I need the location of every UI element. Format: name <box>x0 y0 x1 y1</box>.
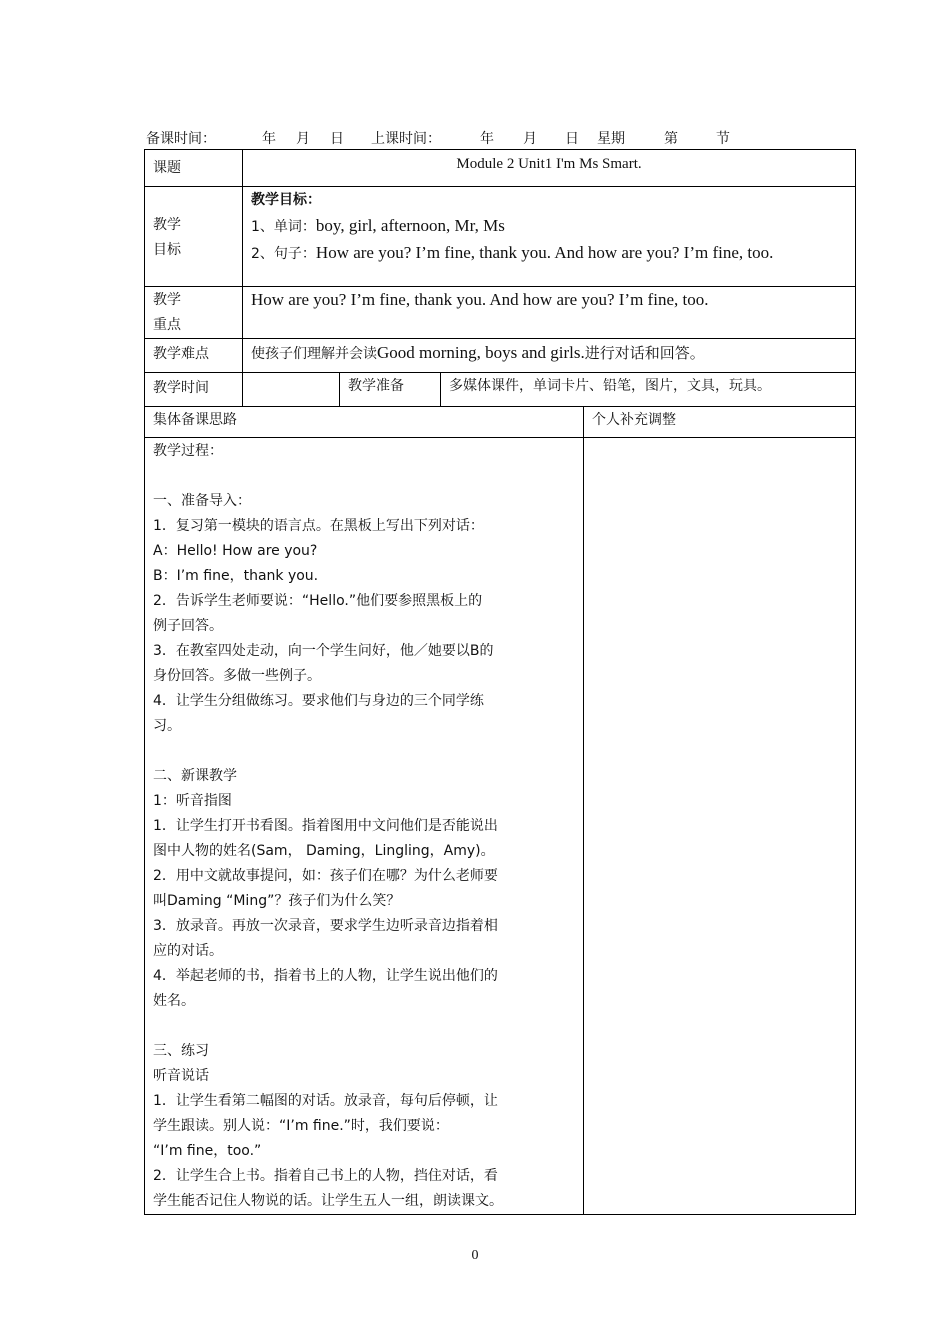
prep-year: 年 <box>262 131 276 147</box>
process-content <box>145 438 584 1215</box>
key-points-row <box>145 287 856 339</box>
key-points-value: How are you? I’m fine, thank you. And how are you? I’m fine, too. <box>243 287 856 339</box>
goals-label-line1: 教学 <box>153 217 181 233</box>
personal-label: 个人补充调整 <box>584 407 856 438</box>
prep-value: 多媒体课件，单词卡片、铅笔，图片，文具，玩具。 <box>441 373 856 407</box>
process-line: 学生能否记住人物说的话。让学生五人一组，朗读课文。 <box>153 1193 503 1209</box>
process-line: 身份回答。多做一些例子。 <box>153 668 321 684</box>
page-number: 0 <box>471 1248 479 1263</box>
process-line: 习。 <box>153 718 181 734</box>
process-line: 学生跟读。别人说：“I’m fine.”时，我们要说： <box>153 1118 449 1134</box>
time-value <box>243 373 340 407</box>
lesson-plan-table <box>144 149 856 1215</box>
process-line: 叫Daming “Ming”？孩子们为什么笑？ <box>153 893 401 909</box>
topic-row <box>145 150 856 187</box>
plan-header-row <box>145 407 856 438</box>
period-prefix: 第 <box>664 131 678 147</box>
goals-words <box>251 213 847 240</box>
time-prep-row <box>145 373 856 407</box>
process-blank-line <box>153 1014 575 1039</box>
process-line: 1：听音指图 <box>153 793 232 809</box>
personal-notes <box>584 438 856 1215</box>
process-line: 1．复习第一模块的语言点。在黑板上写出下列对话： <box>153 518 484 534</box>
period-suffix: 节 <box>716 131 730 147</box>
goals-sentences-prefix: 2、句子： <box>251 246 316 262</box>
goals-sentences-value: How are you? I’m fine, thank you. And how are you? I’m fine, too. <box>315 243 774 262</box>
difficulty-row <box>145 339 856 373</box>
goals-sentences <box>251 240 847 267</box>
process-blank-line <box>153 464 575 489</box>
prep-day: 日 <box>330 131 344 147</box>
process-line: A：Hello! How are you? <box>153 543 318 559</box>
key-label-line2: 重点 <box>153 317 181 333</box>
key-label-line1: 教学 <box>153 292 181 308</box>
difficulty-suffix: 进行对话和回答。 <box>584 344 705 362</box>
goals-content <box>243 187 856 287</box>
process-line: “I’m fine，too.” <box>153 1143 262 1159</box>
topic-value: Module 2 Unit1 I'm Ms Smart. <box>243 150 856 187</box>
prep-label: 教学准备 <box>340 373 441 407</box>
process-line: 听音说话 <box>153 1068 209 1084</box>
goals-label-line2: 目标 <box>153 242 181 258</box>
process-row <box>145 438 856 1215</box>
difficulty-english: Good morning, boys and girls. <box>377 343 585 362</box>
process-line: 3．放录音。再放一次录音，要求学生边听录音边指着相 <box>153 918 498 934</box>
process-line: 图中人物的姓名(Sam， Daming，Lingling，Amy)。 <box>153 843 495 859</box>
goals-row <box>145 187 856 287</box>
process-line: 教学过程： <box>153 443 223 459</box>
process-list <box>153 439 575 1214</box>
process-line: 应的对话。 <box>153 943 223 959</box>
process-line: 4．举起老师的书，指着书上的人物，让学生说出他们的 <box>153 968 498 984</box>
process-line: 1．让学生打开书看图。指着图用中文问他们是否能说出 <box>153 818 498 834</box>
class-year: 年 <box>480 131 494 147</box>
weekday-label: 星期 <box>597 131 625 147</box>
goals-label <box>145 187 243 287</box>
topic-label: 课题 <box>145 150 243 187</box>
goals-words-prefix: 1、单词： <box>251 219 316 235</box>
class-month: 月 <box>523 131 537 147</box>
difficulty-label: 教学难点 <box>145 339 243 373</box>
key-points-label <box>145 287 243 339</box>
goals-heading: 教学目标： <box>251 192 321 208</box>
process-line: 一、准备导入： <box>153 493 251 509</box>
time-label: 教学时间 <box>145 373 243 407</box>
process-line: 4．让学生分组做练习。要求他们与身边的三个同学练 <box>153 693 484 709</box>
prep-time-label: 备课时间： <box>146 131 216 147</box>
process-line: 2．告诉学生老师要说：“Hello.”他们要参照黑板上的 <box>153 593 483 609</box>
difficulty-value <box>243 339 856 373</box>
process-line: 1．让学生看第二幅图的对话。放录音，每句后停顿，让 <box>153 1093 498 1109</box>
difficulty-prefix: 使孩子们理解并会读 <box>251 346 377 362</box>
process-line: 例子回答。 <box>153 618 223 634</box>
header-line <box>146 128 846 148</box>
process-line: B：I’m fine，thank you. <box>153 568 319 584</box>
process-line: 三、练习 <box>153 1043 209 1059</box>
class-time-label: 上课时间： <box>371 131 441 147</box>
prep-month: 月 <box>296 131 310 147</box>
process-line: 3．在教室四处走动，向一个学生问好，他／她要以B的 <box>153 643 494 659</box>
class-day: 日 <box>565 131 579 147</box>
process-blank-line <box>153 739 575 764</box>
collective-label: 集体备课思路 <box>145 407 584 438</box>
process-line: 二、新课教学 <box>153 768 237 784</box>
goals-words-value: boy, girl, afternoon, Mr, Ms <box>315 216 505 235</box>
process-line: 姓名。 <box>153 993 195 1009</box>
process-line: 2．让学生合上书。指着自己书上的人物，挡住对话，看 <box>153 1168 498 1184</box>
process-line: 2．用中文就故事提问，如：孩子们在哪？为什么老师要 <box>153 868 498 884</box>
